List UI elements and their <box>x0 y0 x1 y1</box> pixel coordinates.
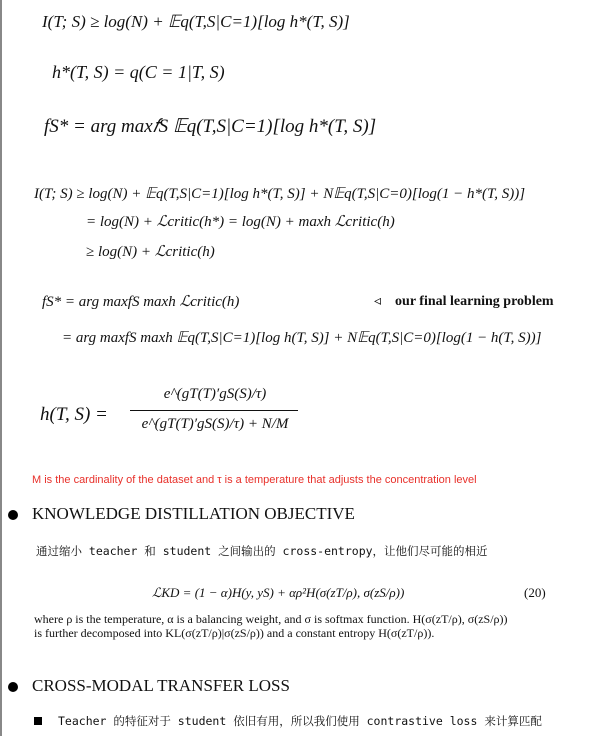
equation-final-line1: fS* = arg maxfS maxh ℒcritic(h) <box>42 294 240 310</box>
equation-critic-numerator: e^(gT(T)′gS(S)/τ) <box>163 386 267 402</box>
section-heading-cross-modal: CROSS-MODAL TRANSFER LOSS <box>32 676 290 695</box>
cross-modal-item: Teacher 的特征对于 student 依旧有用，所以我们使用 contrastive loss 来计算匹配 <box>58 714 542 728</box>
equation-mi-bound: I(T; S) ≥ log(N) + 𝔼q(T,S|C=1)[log h*(T, S)] <box>42 12 350 31</box>
equation-optimal-critic: h*(T, S) = q(C = 1|T, S) <box>52 62 225 82</box>
bullet-icon <box>8 510 18 520</box>
bullet-icon <box>8 682 18 692</box>
equation-student-objective: fS* = arg max𝑓S 𝔼q(T,S|C=1)[log h*(T, S)] <box>44 116 377 137</box>
equation-bound-line3: ≥ log(N) + ℒcritic(h) <box>86 244 215 260</box>
final-problem-annotation <box>374 293 554 310</box>
equation-kd-loss: ℒKD = (1 − α)H(y, yS) + αρ²H(σ(zT/ρ), σ(zS/ρ)) <box>152 585 405 600</box>
fraction-bar <box>130 410 298 411</box>
equation-bound-line1: I(T; S) ≥ log(N) + 𝔼q(T,S|C=1)[log h*(T, S)] + N𝔼q(T,S|C=0)[log(1 − h*(T, S))] <box>34 186 526 202</box>
final-problem-label: our final learning problem <box>395 294 554 309</box>
equation-final-line2: = arg maxfS maxh 𝔼q(T,S|C=1)[log h(T, S)] + N𝔼q(T,S|C=0)[log(1 − h(T, S))] <box>62 330 542 346</box>
equation-critic-lhs: h(T, S) = <box>40 404 108 425</box>
equation-bound-line2: = log(N) + ℒcritic(h*) = log(N) + maxh ℒcritic(h) <box>86 214 395 230</box>
kd-paragraph-line2: is further decomposed into KL(σ(zT/ρ)|σ(zS/ρ)) and a constant entropy H(σ(zT/ρ)). <box>34 626 435 640</box>
square-bullet-icon <box>34 717 42 725</box>
kd-paragraph-line1: where ρ is the temperature, α is a balancing weight, and σ is softmax function. H(σ(zT/ρ), σ(zS/ρ)) <box>34 612 508 626</box>
equation-critic-denominator: e^(gT(T)′gS(S)/τ) + N/M <box>141 416 289 432</box>
equation-number: (20) <box>524 585 546 600</box>
note-text: M is the cardinality of the dataset and τ is a temperature that adjusts the concentration level <box>32 474 477 486</box>
triangle-icon: ◃ <box>374 294 382 309</box>
section-heading-kd: KNOWLEDGE DISTILLATION OBJECTIVE <box>32 504 355 523</box>
kd-description: 通过缩小 teacher 和 student 之间输出的 cross-entropy，让他们尽可能的相近 <box>36 544 488 558</box>
